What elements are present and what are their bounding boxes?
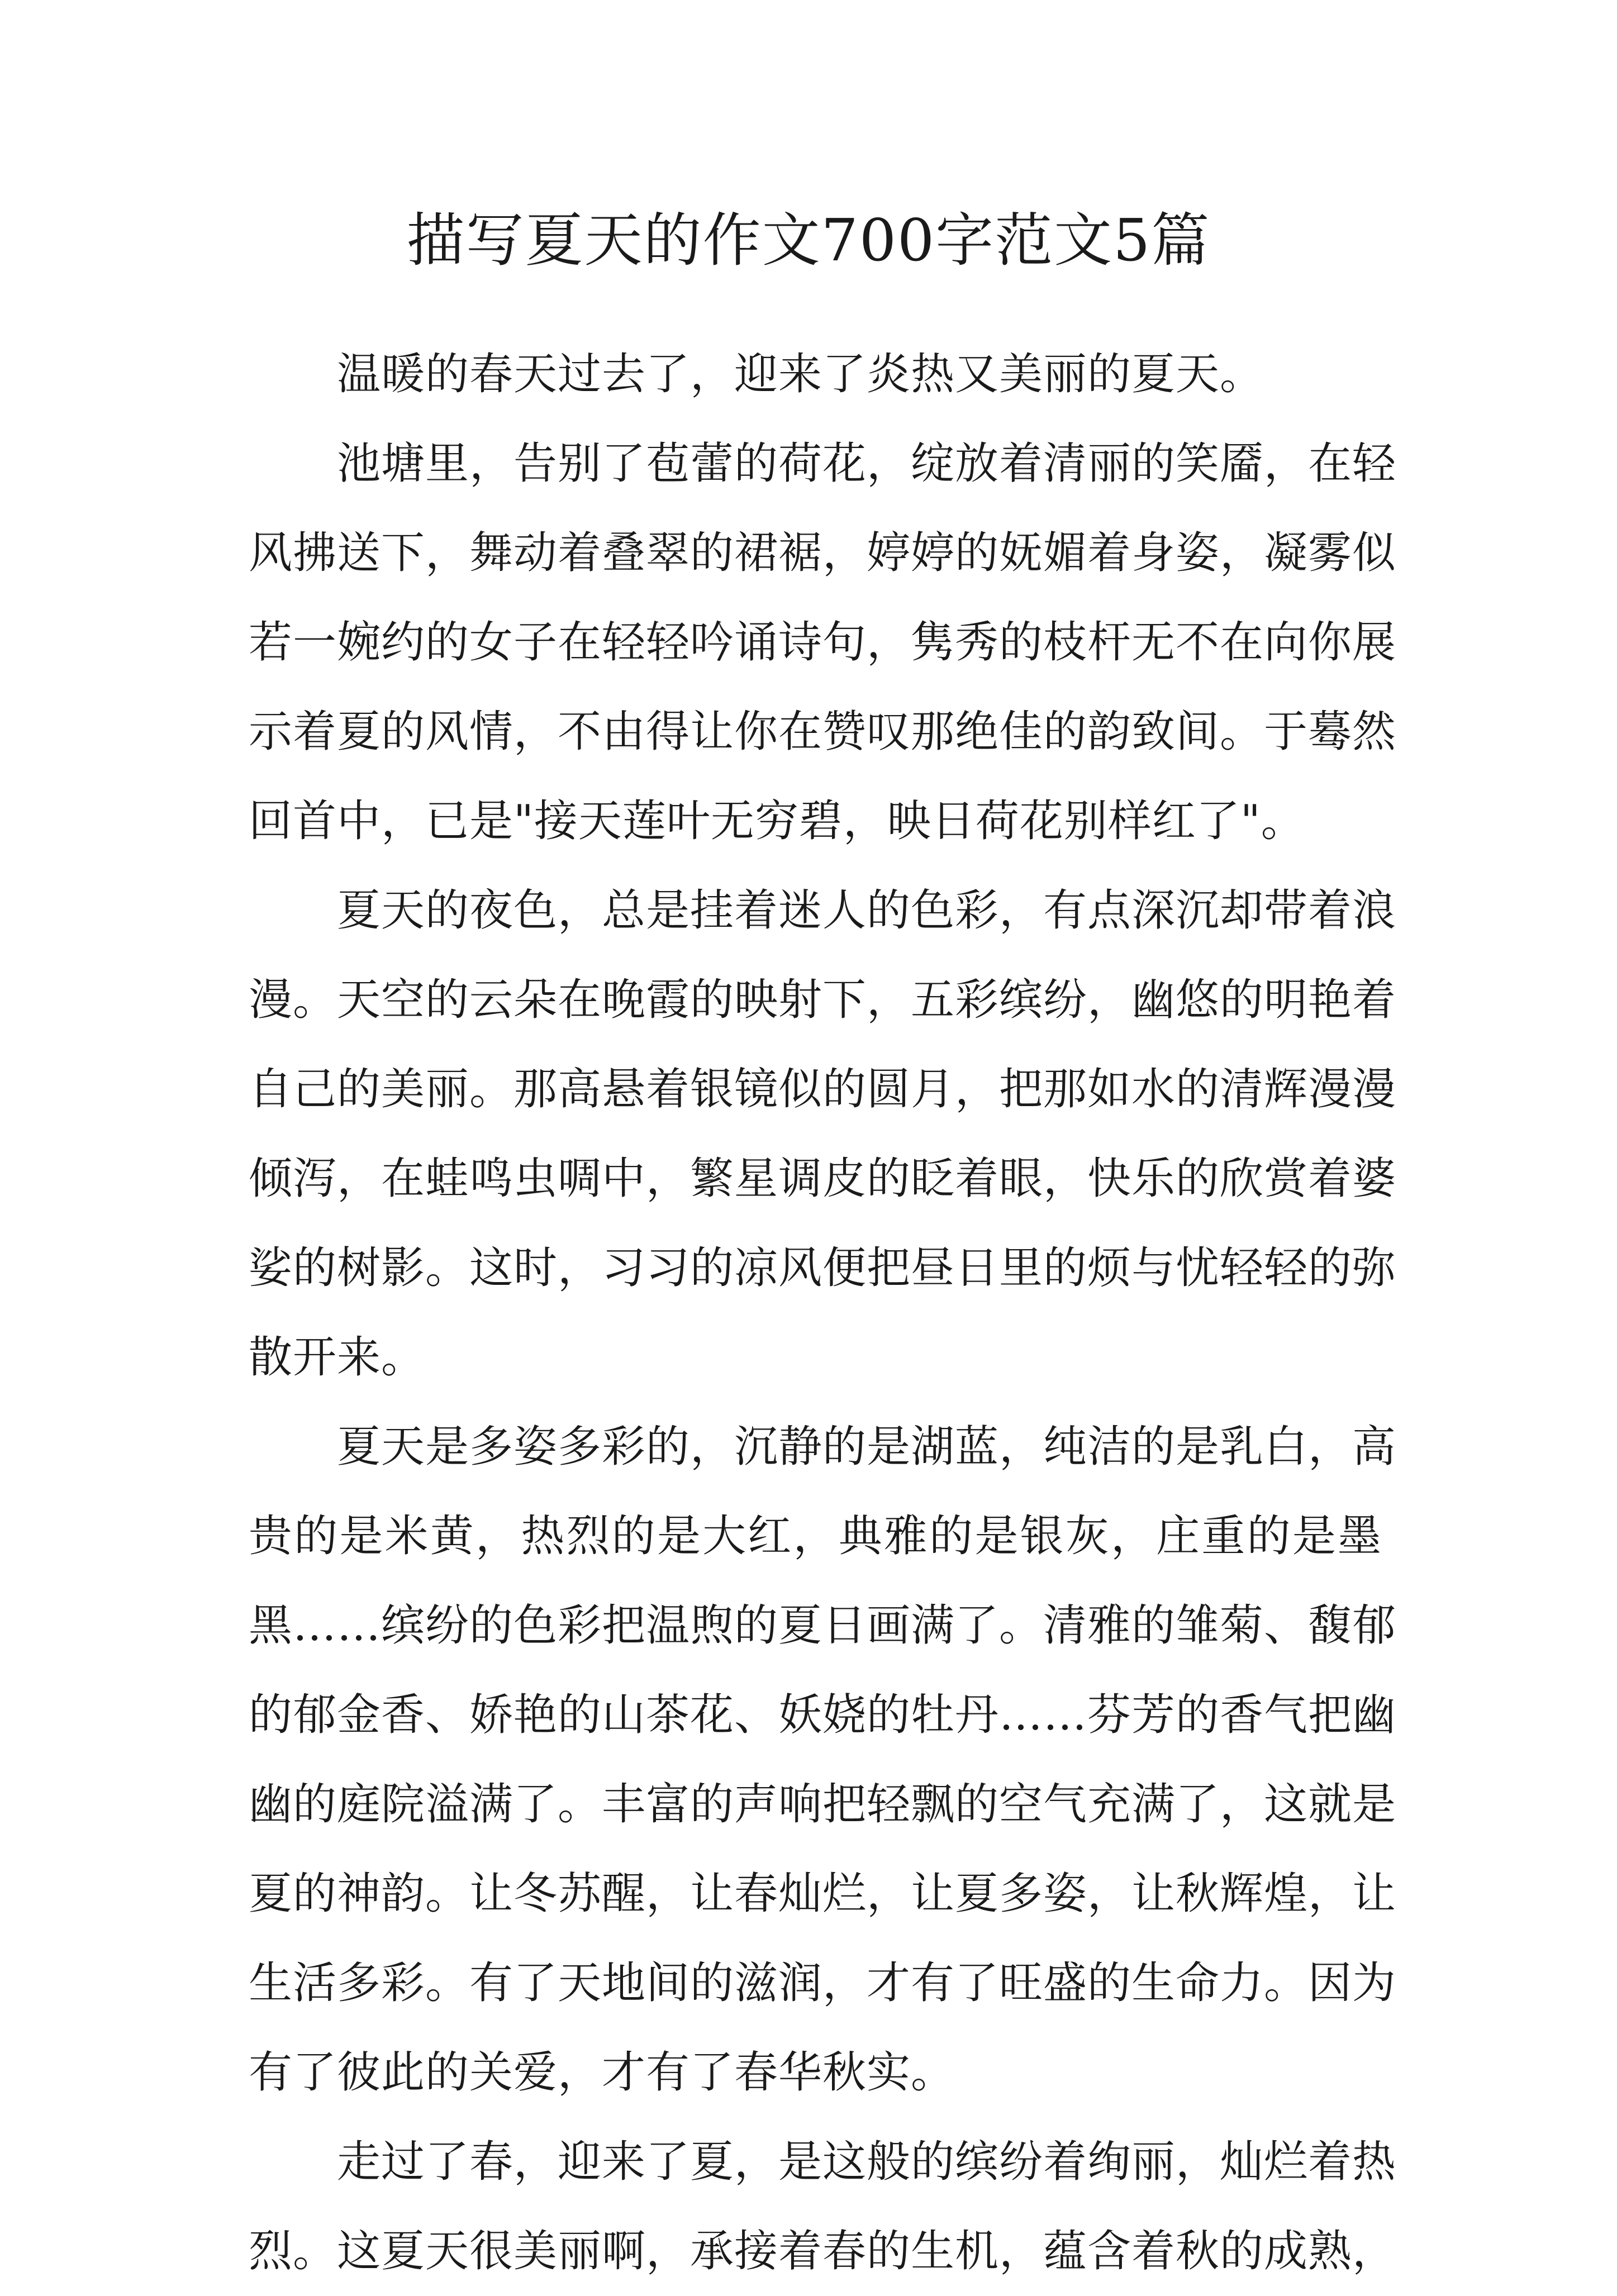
text-line: 贵的是米黄，热烈的是大红，典雅的是银灰，庄重的是墨 [249,1511,1382,1561]
text-line: 池塘里，告别了苞蕾的荷花，绽放着清丽的笑靥，在轻 [337,439,1397,489]
text-line: 若一婉约的女子在轻轻吟诵诗句，隽秀的枝杆无不在向你展 [249,617,1397,668]
text-line: 倾泻，在蛙鸣虫啁中，繁星调皮的眨着眼，快乐的欣赏着婆 [249,1154,1397,1204]
text-line: 回首中，已是"接天莲叶无穷碧，映日荷花别样红了"。 [249,796,1305,846]
text-line: 娑的树影。这时，习习的凉风便把昼日里的烦与忧轻轻的弥 [249,1243,1397,1293]
document-title: 描写夏天的作文700字范文5篇 [406,206,1211,274]
text-line: 自己的美丽。那高悬着银镜似的圆月，把那如水的清辉漫漫 [249,1064,1397,1114]
text-line: 有了彼此的关爱，才有了春华秋实。 [249,2047,955,2098]
text-line: 走过了春，迎来了夏，是这般的缤纷着绚丽，灿烂着热 [337,2137,1397,2187]
text-line: 示着夏的风情，不由得让你在赞叹那绝佳的韵致间。于蓦然 [249,707,1397,757]
text-line: 温暖的春天过去了，迎来了炎热又美丽的夏天。 [337,349,1264,399]
text-line: 黑……缤纷的色彩把温煦的夏日画满了。清雅的雏菊、馥郁 [249,1600,1397,1651]
text-line: 的郁金香、娇艳的山茶花、妖娆的牡丹……芬芳的香气把幽 [249,1690,1397,1740]
text-line: 夏的神韵。让冬苏醒，让春灿烂，让夏多姿，让秋辉煌，让 [249,1869,1397,1919]
text-line: 风拂送下，舞动着叠翠的裙裾，婷婷的妩媚着身姿，凝雾似 [249,528,1397,578]
text-line: 散开来。 [249,1332,426,1383]
text-line: 夏天的夜色，总是挂着迷人的色彩，有点深沉却带着浪 [337,885,1397,936]
text-line: 幽的庭院溢满了。丰富的声响把轻飘的空气充满了，这就是 [249,1779,1397,1830]
text-line: 夏天是多姿多彩的，沉静的是湖蓝，纯洁的是乳白，高 [337,1422,1397,1472]
text-line: 烈。这夏天很美丽啊，承接着春的生机，蕴含着秋的成熟， [249,2226,1397,2276]
text-line: 漫。天空的云朵在晚霞的映射下，五彩缤纷，幽悠的明艳着 [249,975,1397,1025]
document-body [249,330,1397,2276]
text-line: 生活多彩。有了天地间的滋润，才有了旺盛的生命力。因为 [249,1958,1397,2008]
